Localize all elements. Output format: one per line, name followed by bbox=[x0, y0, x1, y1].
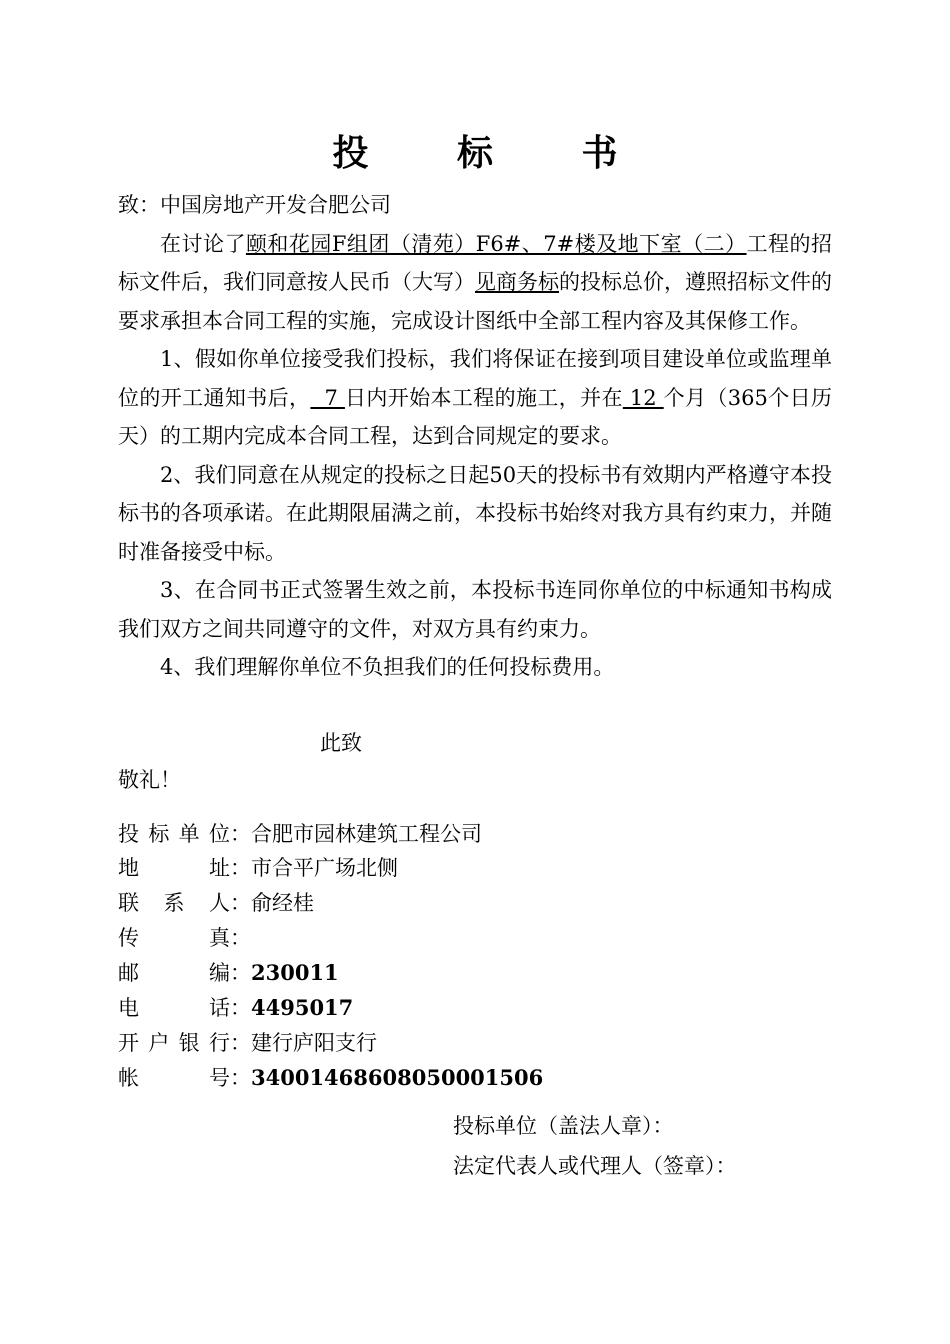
info-value: 建行庐阳支行 bbox=[251, 1031, 377, 1055]
intro-text-1: 在讨论了 bbox=[160, 231, 246, 256]
bid-price: 见商务标 bbox=[475, 270, 559, 294]
clause-4: 4、我们理解你单位不负担我们的任何投标费用。 bbox=[160, 655, 615, 679]
info-value: 合肥市园林建筑工程公司 bbox=[251, 822, 482, 846]
signature-representative: 法定代表人或代理人（签章）： bbox=[453, 1154, 737, 1178]
clause1-text-3: 个月（365个日历天）的工期内完成本合同工程，达到合同规定的要求。 bbox=[118, 385, 833, 448]
info-row: 投标单位：合肥市园林建筑工程公司 bbox=[118, 819, 482, 849]
info-label: 帐号 bbox=[118, 1066, 230, 1090]
clause-2: 2、我们同意在从规定的投标之日起50天的投标书有效期内严格遵守本投标书的各项承诺。在此期限届满之前，本投标书始终对我方具有约束力，并随时准备接受中标。 bbox=[118, 462, 832, 564]
intro-text-3: 的投标总价，遵照招标文件的要求承担本合同工程的实施，完成设计图纸中全部工程内容及其保修工作。 bbox=[118, 270, 832, 333]
info-value: 4495017 bbox=[251, 995, 354, 1020]
info-row: 帐号：34001468608050001506 bbox=[118, 1063, 543, 1093]
info-label: 联系人 bbox=[118, 891, 230, 915]
clause1-text-1: 1、假如你单位接受我们投标，我们将保证在接到项目建设单位或监理单位的开工通知书后， bbox=[118, 347, 832, 410]
closing-1: 此致 bbox=[320, 731, 362, 755]
closing-2: 敬礼！ bbox=[118, 768, 181, 792]
signature-company-seal: 投标单位（盖法人章）： bbox=[453, 1114, 674, 1138]
info-label: 地址 bbox=[118, 856, 230, 880]
recipient-line: 致：中国房地产开发合肥公司 bbox=[118, 193, 391, 217]
info-row: 联系人：俞经桂 bbox=[118, 888, 314, 918]
letter-body bbox=[118, 186, 832, 687]
intro-text-2: 工程的招标文件后，我们同意按人民币（大写） bbox=[118, 231, 833, 294]
info-row: 开户银行：建行庐阳支行 bbox=[118, 1028, 377, 1058]
info-row: 地址：市合平广场北侧 bbox=[118, 853, 398, 883]
document-title: 投 标 书 bbox=[332, 132, 656, 174]
info-value: 230011 bbox=[251, 960, 339, 985]
info-row: 邮编：230011 bbox=[118, 958, 339, 988]
info-value: 市合平广场北侧 bbox=[251, 856, 398, 880]
start-days: 7 bbox=[310, 385, 345, 410]
info-label: 开户银行 bbox=[118, 1031, 230, 1055]
clause-3: 3、在合同书正式签署生效之前，本投标书连同你单位的中标通知书构成我们双方之间共同遵守的文件，对双方具有约束力。 bbox=[118, 578, 832, 641]
info-value: 俞经桂 bbox=[251, 891, 314, 915]
info-row: 电话：4495017 bbox=[118, 993, 353, 1023]
clause-1 bbox=[118, 340, 832, 456]
info-label: 电话 bbox=[118, 996, 230, 1020]
info-row: 传真： bbox=[118, 923, 251, 953]
info-label: 传真 bbox=[118, 926, 230, 950]
duration-months: 12 bbox=[622, 385, 664, 410]
intro-paragraph bbox=[118, 225, 832, 341]
info-label: 投标单位 bbox=[118, 822, 230, 846]
project-name: 颐和花园F组团（清苑）F6#、7#楼及地下室（二） bbox=[245, 231, 747, 256]
info-label: 邮编 bbox=[118, 961, 230, 985]
info-value: 34001468608050001506 bbox=[251, 1065, 544, 1090]
clause1-text-2: 日内开始本工程的施工，并在 bbox=[344, 385, 623, 410]
